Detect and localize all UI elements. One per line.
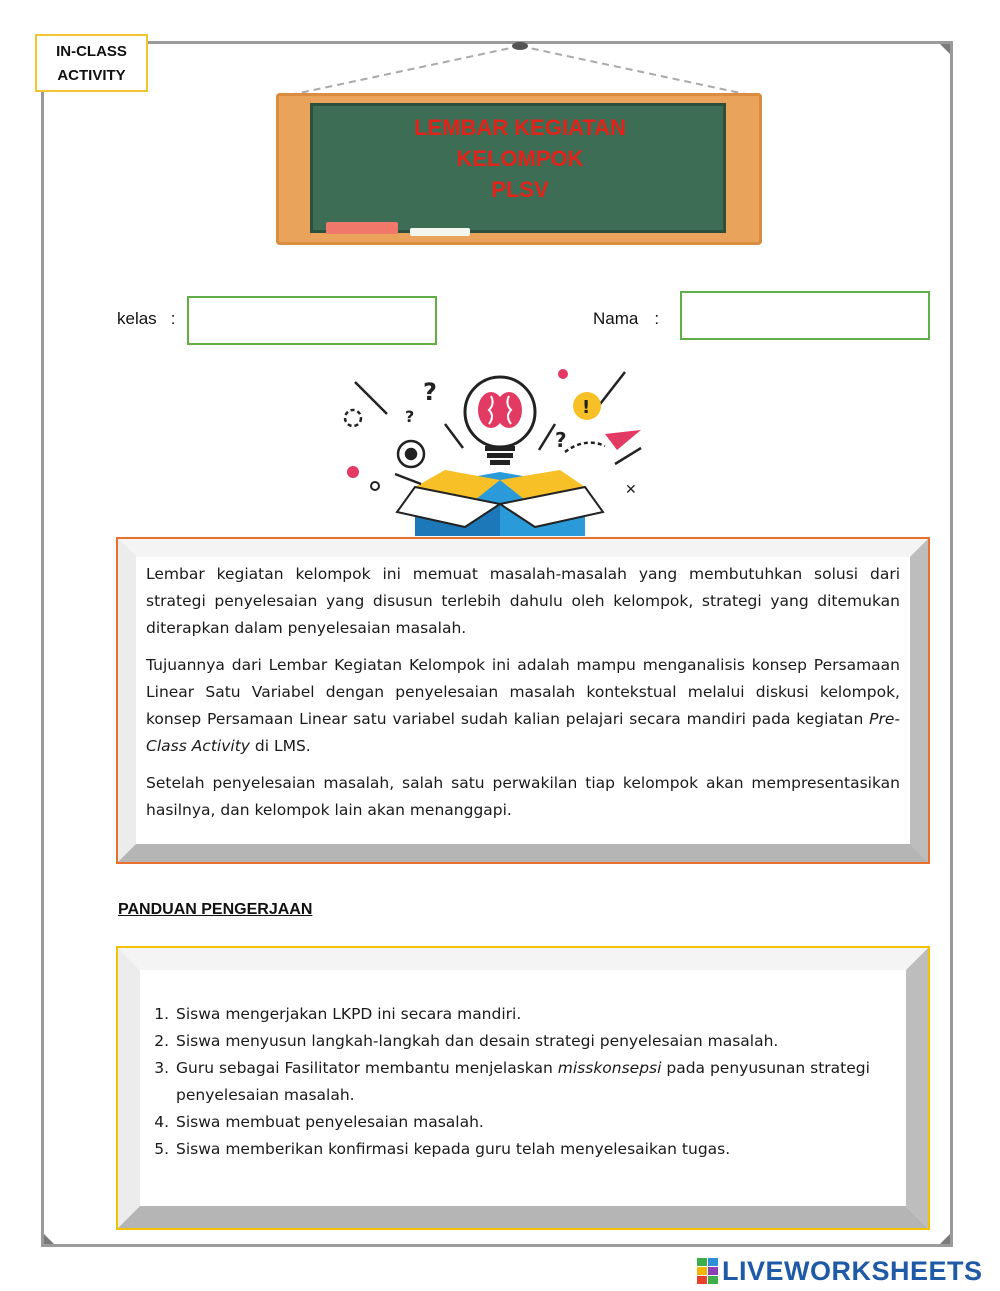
svg-text:?: ? xyxy=(423,378,437,406)
liveworksheets-brand[interactable]: LIVEWORKSHEETS xyxy=(722,1256,983,1286)
tag-line-1: IN-CLASS xyxy=(56,43,127,60)
guide-step: 1. Siswa mengerjakan LKPD ini secara mandiri. xyxy=(174,1001,901,1028)
title-line-1: LEMBAR KEGIATAN xyxy=(414,115,626,140)
guide-title: PANDUAN PENGERJAAN xyxy=(118,901,313,918)
title-line-2: KELOMPOK xyxy=(456,146,584,171)
guide-step: 4. Siswa membuat penyelesaian masalah. xyxy=(174,1109,901,1136)
in-class-activity-tag xyxy=(35,34,148,92)
nama-input[interactable] xyxy=(680,291,930,340)
idea-box-illustration xyxy=(335,352,665,536)
open-box-icon xyxy=(397,470,603,536)
eraser-icon xyxy=(326,222,398,234)
svg-text:!: ! xyxy=(582,397,591,418)
svg-text:✕: ✕ xyxy=(625,482,637,498)
intro-paragraph-2: Tujuannya dari Lembar Kegiatan Kelompok ini adalah mampu menganalisis konsep Persamaan Linear Satu Variabel dengan penyelesaian masalah kontekstual melalui diskusi kelompok, konsep Persamaan Linear satu variabel sudah kalian pelajari secara mandiri pada kegiatan Pre-Class Activity di LMS. xyxy=(146,656,900,755)
guide-steps xyxy=(146,1001,901,1163)
liveworksheets-logo-icon xyxy=(697,1258,719,1284)
worksheet-title xyxy=(310,112,730,205)
guide-step: 2. Siswa menyusun langkah-langkah dan desain strategi penyelesaian masalah. xyxy=(174,1028,901,1055)
title-line-3: PLSV xyxy=(491,177,549,202)
intro-paragraph-1: Lembar kegiatan kelompok ini memuat masalah-masalah yang membutuhkan solusi dari strategi penyelesaian yang disusun terlebih dahulu oleh kelompok, strategi yang ditemukan diterapkan dalam penyelesaian masalah. xyxy=(146,565,900,637)
guide-step: 3. Guru sebagai Fasilitator membantu menjelaskan misskonsepsi pada penyusunan strategi penyelesaian masalah. xyxy=(174,1055,901,1109)
guide-step: 5. Siswa memberikan konfirmasi kepada guru telah menyelesaikan tugas. xyxy=(174,1136,901,1163)
kelas-label: kelas : xyxy=(117,309,176,328)
lightbulb-icon xyxy=(465,377,535,465)
chalk-icon xyxy=(410,228,470,236)
svg-text:?: ? xyxy=(555,428,567,452)
nail-icon xyxy=(512,42,528,50)
svg-text:?: ? xyxy=(405,407,415,426)
nama-label: Nama : xyxy=(593,309,660,328)
tag-line-2: ACTIVITY xyxy=(57,67,126,84)
intro-paragraph-3: Setelah penyelesaian masalah, salah satu perwakilan tiap kelompok akan mempresentasikan hasilnya, dan kelompok lain akan menanggapi. xyxy=(146,774,900,819)
paper-plane-icon xyxy=(605,430,641,450)
intro-text xyxy=(146,561,900,834)
kelas-input[interactable] xyxy=(187,296,437,345)
